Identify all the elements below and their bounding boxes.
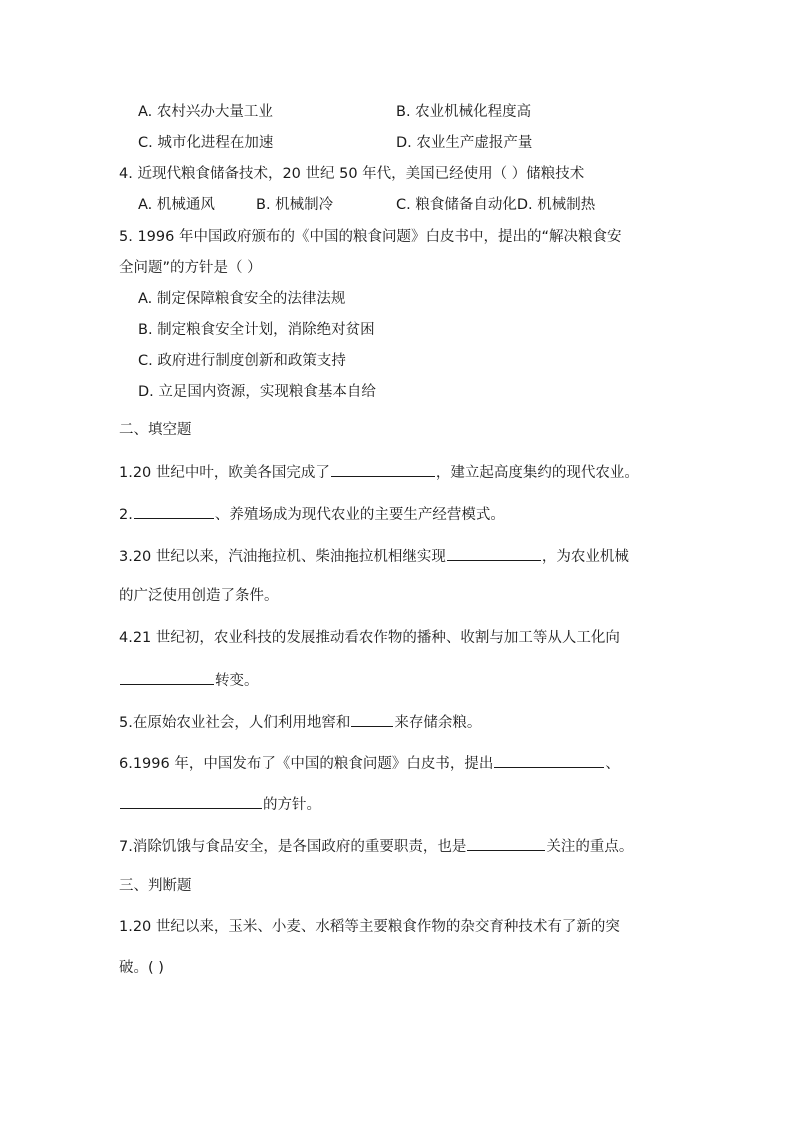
- q3-option-a: A. 农村兴办大量工业: [138, 104, 273, 120]
- fill-question-6-line2: [119, 793, 321, 815]
- q3-option-row-2: [138, 133, 532, 153]
- fill-question-3-line2: 的广泛使用创造了条件。: [119, 588, 279, 604]
- fill-6-text-end: 的方针。: [263, 797, 321, 813]
- q5-stem-line1: 5. 1996 年中国政府颁布的《中国的粮食问题》白皮书中，提出的“解决粮食安: [119, 229, 622, 245]
- fill-5-text-end: 来存储余粮。: [394, 715, 482, 731]
- q4-options: [138, 195, 595, 215]
- q4-option-b: B. 机械制冷: [256, 197, 334, 213]
- answer-blank[interactable]: [331, 461, 435, 477]
- answer-blank[interactable]: [494, 752, 604, 768]
- section-fill-in-title: 二、填空题: [119, 422, 192, 438]
- answer-blank[interactable]: [120, 793, 262, 809]
- fill-question-3: [119, 545, 629, 567]
- fill-2-text: 、养殖场成为现代农业的主要生产经营模式。: [214, 507, 505, 523]
- q3-option-c: C. 城市化进程在加速: [138, 135, 274, 151]
- fill-3-text-end: ，为农业机械: [541, 549, 629, 565]
- fill-3-text: 3.20 世纪以来，汽油拖拉机、柴油拖拉机相继实现: [119, 549, 446, 565]
- fill-question-4: 4.21 世纪初，农业科技的发展推动看农作物的播种、收割与加工等从人工化向: [119, 630, 620, 646]
- q4-option-a: A. 机械通风: [138, 197, 215, 213]
- fill-2-number: 2.: [119, 507, 133, 523]
- judge-question-1-line2: 破。( ): [119, 960, 164, 976]
- fill-question-4-line2: [119, 669, 259, 691]
- judge-question-1: 1.20 世纪以来，玉米、小麦、水稻等主要粮食作物的杂交育种技术有了新的突: [119, 919, 620, 935]
- fill-question-6: [119, 752, 620, 774]
- fill-1-text-end: ，建立起高度集约的现代农业。: [435, 465, 639, 481]
- answer-blank[interactable]: [447, 545, 541, 561]
- q5-option-c: C. 政府进行制度创新和政策支持: [138, 353, 346, 369]
- q3-option-row-1: [138, 102, 531, 122]
- fill-4-text-end: 转变。: [215, 673, 259, 689]
- answer-blank[interactable]: [120, 669, 214, 685]
- fill-7-text-end: 关注的重点。: [546, 839, 634, 855]
- q5-option-a: A. 制定保障粮食安全的法律法规: [138, 291, 346, 307]
- fill-7-text: 7.消除饥饿与食品安全，是各国政府的重要职责，也是: [119, 839, 467, 855]
- answer-blank[interactable]: [134, 503, 214, 519]
- q4-option-d: D. 机械制热: [516, 197, 596, 213]
- q4-option-c: C. 粮食储备自动化: [396, 197, 517, 213]
- fill-question-5: [119, 711, 481, 733]
- fill-5-text: 5.在原始农业社会，人们利用地窖和: [119, 715, 351, 731]
- fill-question-2: [119, 503, 505, 525]
- q3-option-d: D. 农业生产虚报产量: [396, 135, 533, 151]
- fill-question-1: [119, 461, 639, 483]
- section-true-false-title: 三、判断题: [119, 878, 192, 894]
- q3-option-b: B. 农业机械化程度高: [396, 104, 532, 120]
- answer-blank[interactable]: [351, 711, 393, 727]
- fill-1-text: 1.20 世纪中叶，欧美各国完成了: [119, 465, 330, 481]
- q5-option-b: B. 制定粮食安全计划，消除绝对贫困: [138, 322, 375, 338]
- answer-blank[interactable]: [467, 835, 545, 851]
- fill-6-separator: 、: [605, 756, 620, 772]
- fill-6-text: 6.1996 年，中国发布了《中国的粮食问题》白皮书，提出: [119, 756, 494, 772]
- q4-stem: 4. 近现代粮食储备技术，20 世纪 50 年代，美国已经使用（ ）储粮技术: [119, 166, 585, 182]
- fill-question-7: [119, 835, 633, 857]
- q5-stem-line2: 全问题”的方针是（ ）: [119, 260, 262, 276]
- q5-option-d: D. 立足国内资源，实现粮食基本自给: [138, 384, 376, 400]
